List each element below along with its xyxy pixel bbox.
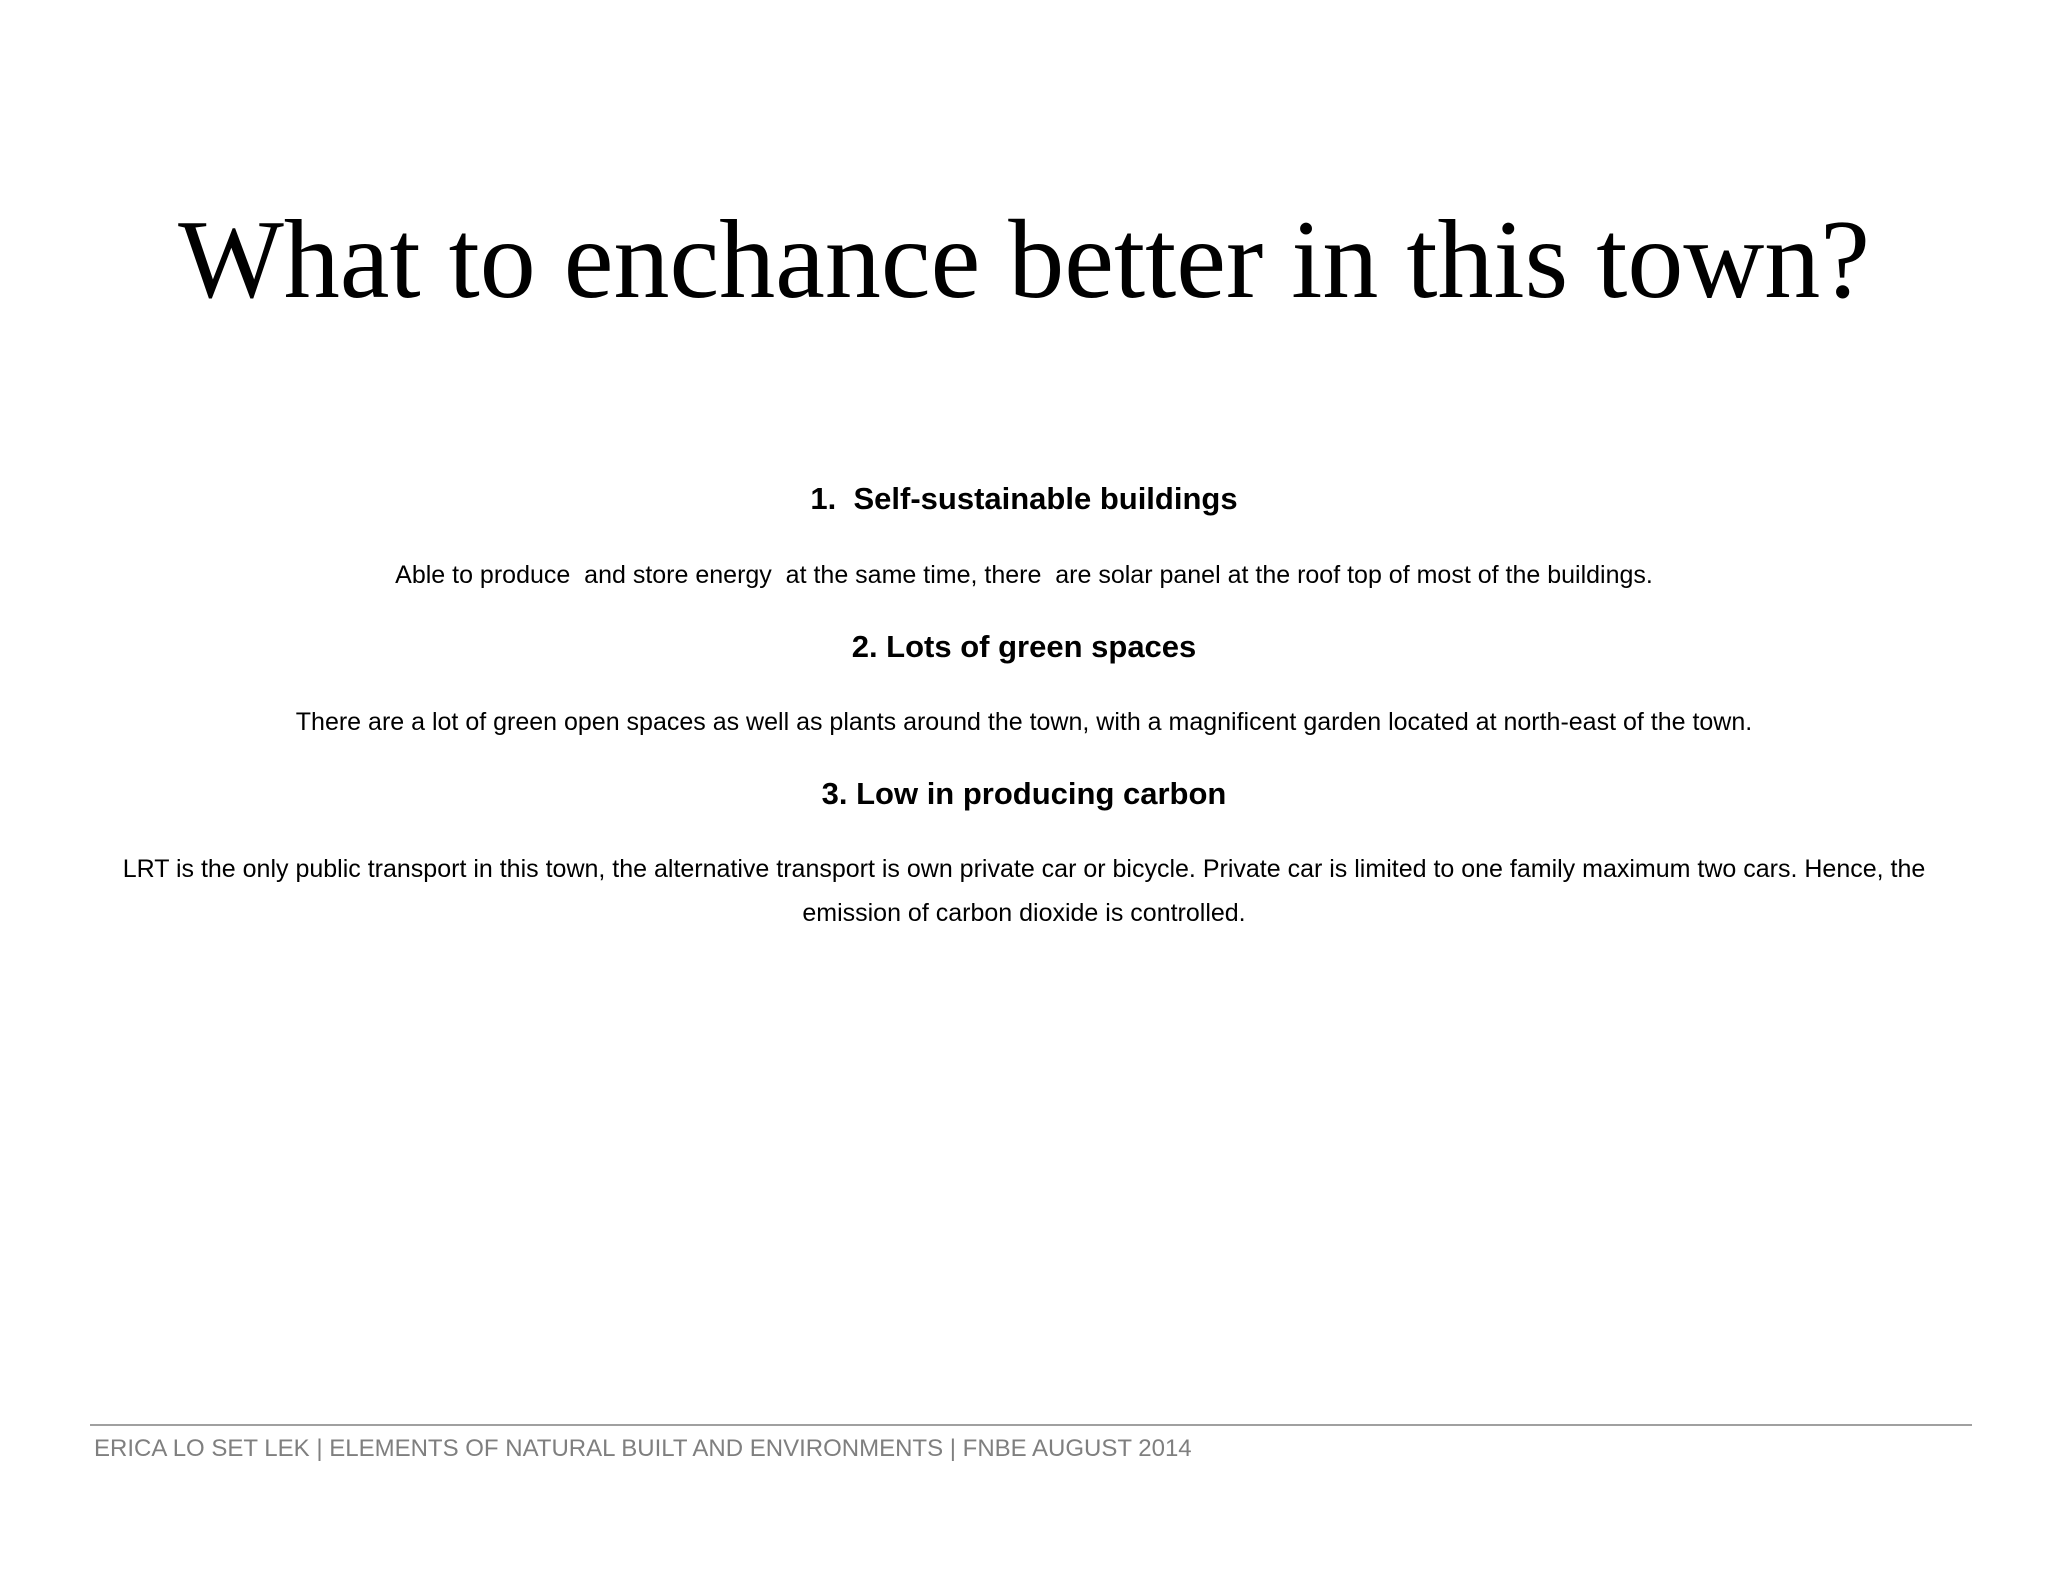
footer-text: ERICA LO SET LEK | ELEMENTS OF NATURAL BUILT AND ENVIRONMENTS | FNBE AUGUST 2014: [94, 1435, 1192, 1462]
page-title: What to enchance better in this town?: [178, 198, 1870, 322]
section-heading-low-carbon: 3. Low in producing carbon: [821, 776, 1227, 811]
section-heading-green-spaces: 2. Lots of green spaces: [851, 629, 1197, 664]
section-body-self-sustainable-buildings: Able to produce and store energy at the same time, there are solar panel at the roof top of most of the buildings.: [395, 561, 1653, 589]
footer-divider: [90, 1424, 1972, 1426]
section-heading-self-sustainable-buildings: 1. Self-sustainable buildings: [810, 481, 1238, 516]
section-body-low-carbon: LRT is the only public transport in this town, the alternative transport is own private car or bicycle. Private car is limited to one family maximum two cars. Hence, the emission of carbon dioxide is controlled.: [122, 855, 1926, 927]
section-body-green-spaces: There are a lot of green open spaces as well as plants around the town, with a magnificent garden located at north-east of the town.: [295, 708, 1753, 736]
